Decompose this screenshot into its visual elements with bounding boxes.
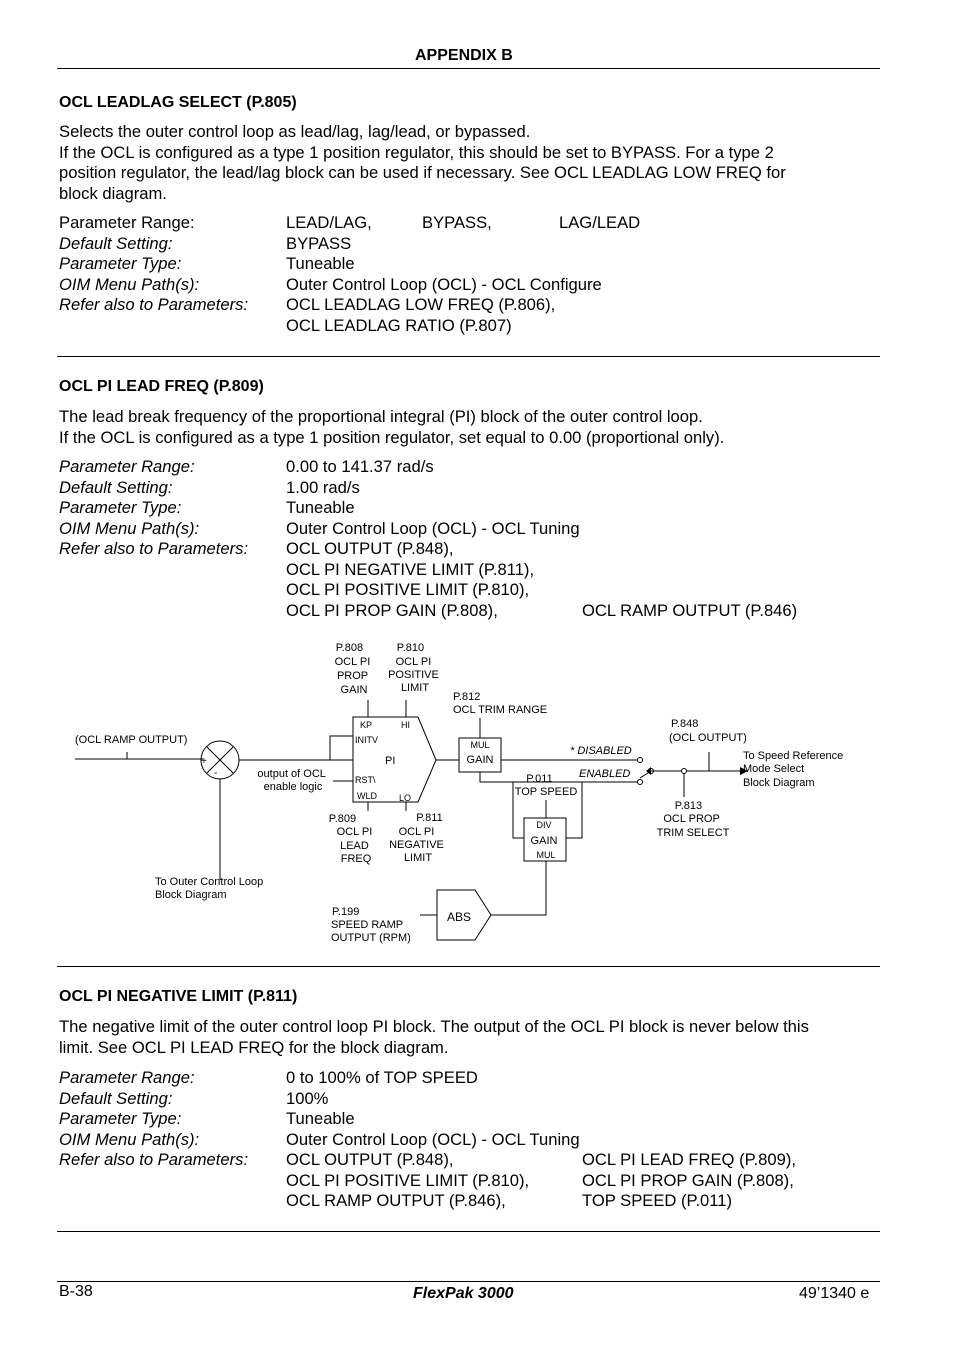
ocl-pi-block-diagram <box>0 630 954 950</box>
refer-value: OCL PI POSITIVE LIMIT (P.810), <box>286 580 530 599</box>
svg-text:P.810 OCL PI POSITIVE <box>388 642 442 694</box>
enable-logic-label: output of OCL <box>257 768 326 780</box>
mul-label: MUL <box>470 740 490 750</box>
default-label: Default Setting: <box>59 477 173 497</box>
speed-ref-label: To Speed Reference <box>743 750 844 762</box>
menu-value: Outer Control Loop (OCL) - OCL Tuning <box>286 518 580 538</box>
enabled-label: ENABLED <box>579 768 631 780</box>
pi-rst-label: RST\ <box>355 775 376 785</box>
svg-text:P.813 OCL PROP TRIM SE <box>657 800 730 839</box>
description-line: position regulator, the lead/lag block can be used if necessary. See OCL LEADLAG LOW FREQ for <box>59 163 786 182</box>
p011-label: TOP SPEED <box>514 786 578 798</box>
type-label: Parameter Type: <box>59 254 182 273</box>
section-rule <box>57 966 880 967</box>
p808-label: PROP <box>336 670 368 682</box>
section-description-p805 <box>59 122 879 204</box>
p811-label: P.811 <box>416 812 443 824</box>
plus-sign: + <box>201 756 207 767</box>
default-value: 1.00 rad/s <box>286 477 360 497</box>
document-number: 49’1340 e <box>799 1285 870 1302</box>
p199-label: OUTPUT (RPM) <box>331 932 411 944</box>
page-header: APPENDIX B <box>415 47 513 64</box>
svg-text:To Speed Reference Mode Se <box>743 750 846 789</box>
p809-label: FREQ <box>340 853 372 865</box>
default-value: 100% <box>286 1088 329 1108</box>
footer-rule <box>57 1281 880 1282</box>
type-label: Parameter Type: <box>59 1109 182 1128</box>
range-label: Parameter Range: <box>59 1068 195 1087</box>
description-line: The lead break frequency of the proportional integral (PI) block of the outer control loop. <box>59 407 703 426</box>
p810-label: POSITIVE <box>388 669 439 681</box>
p811-label: LIMIT <box>403 852 433 864</box>
menu-label: OIM Menu Path(s): <box>59 518 200 538</box>
refer-value: OCL RAMP OUTPUT (P.846) <box>582 600 798 620</box>
section-title-p805: OCL LEADLAG SELECT (P.805) <box>59 94 297 111</box>
default-label: Default Setting: <box>59 1088 173 1108</box>
p810-label: LIMIT <box>400 682 430 694</box>
p199-label: P.199 <box>332 906 360 918</box>
svg-text:P.199 SPEED RAMP OUTPU <box>331 906 411 944</box>
gain2-label: GAIN <box>530 835 558 847</box>
p810-label: P.810 <box>396 642 425 654</box>
type-value: Tuneable <box>286 254 355 273</box>
section-rule <box>57 1231 880 1232</box>
description-line: The negative limit of the outer control loop PI block. The output of the OCL PI block is never below this <box>59 1017 809 1036</box>
p813-label: OCL PROP <box>663 813 720 825</box>
pi-label: PI <box>385 755 396 767</box>
outer-loop-label: To Outer Control Loop <box>155 876 264 888</box>
enable-logic-label: enable logic <box>263 781 323 793</box>
refer-value: OCL LEADLAG RATIO (P.807) <box>286 315 512 335</box>
p810-label: OCL PI <box>395 656 432 668</box>
abs-feedback-line <box>491 861 546 915</box>
section-description-p809 <box>59 407 879 448</box>
p811-label: OCL PI <box>398 826 435 838</box>
p809-label: P.809 <box>328 813 357 825</box>
range-value: LAG/LEAD <box>559 213 641 232</box>
p848-label: P.848 <box>671 718 699 730</box>
default-label: Default Setting: <box>59 233 173 253</box>
svg-text:output of OCL enable logic <box>257 768 328 793</box>
div-label: DIV <box>536 820 552 830</box>
type-value: Tuneable <box>286 1109 355 1128</box>
svg-text:P.811 OCL PI NEGATIVE <box>389 812 447 864</box>
range-value: BYPASS, <box>422 213 492 232</box>
refer-value: OCL PI LEAD FREQ (P.809), <box>582 1150 796 1169</box>
refer-value: OCL OUTPUT (P.848), <box>286 539 454 558</box>
section-title-p811: OCL PI NEGATIVE LIMIT (P.811) <box>59 988 298 1005</box>
pi-wld-label: WLD <box>357 791 377 801</box>
p808-label: GAIN <box>340 684 368 696</box>
menu-label: OIM Menu Path(s): <box>59 274 200 294</box>
minus-sign: - <box>214 768 218 779</box>
range-value: 0.00 to 141.37 rad/s <box>286 457 434 476</box>
range-value: 0 to 100% of TOP SPEED <box>286 1068 478 1087</box>
ocl-ramp-output-label: (OCL RAMP OUTPUT) <box>75 734 188 746</box>
abs-label: ABS <box>447 910 472 924</box>
section-rule <box>57 356 880 357</box>
section-description-p811 <box>59 1017 879 1058</box>
p808-label: OCL PI <box>334 656 371 668</box>
outer-loop-label: Block Diagram <box>155 889 227 901</box>
svg-text:To Outer Control Loop Bloc <box>155 876 266 901</box>
refer-value: OCL PI PROP GAIN (P.808), <box>582 1170 794 1190</box>
refer-value: OCL OUTPUT (P.848), <box>286 1150 454 1169</box>
description-line: If the OCL is configured as a type 1 position regulator, set equal to 0.00 (proportional only). <box>59 427 725 447</box>
p811-label: NEGATIVE <box>389 839 444 851</box>
refer-value: OCL LEADLAG LOW FREQ (P.806), <box>286 295 556 314</box>
p812-label: OCL TRIM RANGE <box>453 704 548 716</box>
section-title-p809: OCL PI LEAD FREQ (P.809) <box>59 378 264 395</box>
p809-label: OCL PI <box>336 826 373 838</box>
menu-value: Outer Control Loop (OCL) - OCL Tuning <box>286 1129 580 1149</box>
disabled-label: * DISABLED <box>570 745 632 757</box>
range-value: LEAD/LAG, <box>286 213 372 232</box>
pi-initv-label: INITV <box>355 735 379 745</box>
pi-lo-label: LO <box>399 793 412 803</box>
pi-hi-label: HI <box>401 720 410 730</box>
menu-value: Outer Control Loop (OCL) - OCL Configure <box>286 274 602 294</box>
refer-value: OCL RAMP OUTPUT (P.846), <box>286 1191 506 1210</box>
description-line: limit. See OCL PI LEAD FREQ for the block diagram. <box>59 1037 449 1057</box>
gain-label: GAIN <box>466 754 494 766</box>
refer-label: Refer also to Parameters: <box>59 1150 249 1169</box>
type-value: Tuneable <box>286 498 355 517</box>
page-number: B-38 <box>59 1283 93 1300</box>
svg-text:P.848 (OCL OUTPUT) <box>669 718 747 744</box>
p813-label: TRIM SELECT <box>656 827 730 839</box>
refer-value: OCL PI PROP GAIN (P.808), <box>286 600 498 620</box>
refer-label: Refer also to Parameters: <box>59 539 249 558</box>
type-label: Parameter Type: <box>59 498 182 517</box>
svg-text:P.011 TOP SPEED <box>515 773 578 798</box>
p199-label: SPEED RAMP <box>331 919 403 931</box>
svg-text:P.809 OCL PI LEAD <box>329 813 376 865</box>
speed-ref-label: Mode Select <box>743 763 805 775</box>
product-name: FlexPak 3000 <box>413 1285 514 1302</box>
description-line: block diagram. <box>59 183 167 203</box>
p813-label: P.813 <box>674 800 703 812</box>
description-line: If the OCL is configured as a type 1 position regulator, this should be set to BYPASS. For a type 2 <box>59 142 774 162</box>
range-label: Parameter Range: <box>59 457 195 476</box>
menu-label: OIM Menu Path(s): <box>59 1129 200 1149</box>
p011-label: P.011 <box>526 773 553 785</box>
p808-label: P.808 <box>335 642 364 654</box>
mul2-label: MUL <box>536 850 556 860</box>
p848-label: (OCL OUTPUT) <box>669 732 747 744</box>
default-value: BYPASS <box>286 233 352 253</box>
range-label: Parameter Range: <box>59 213 195 232</box>
p809-label: LEAD <box>340 840 369 852</box>
refer-value: OCL PI POSITIVE LIMIT (P.810), <box>286 1170 530 1190</box>
svg-text:P.808 OCL PI PROP <box>335 642 374 696</box>
refer-value: TOP SPEED (P.011) <box>582 1191 733 1210</box>
speed-ref-label: Block Diagram <box>743 777 815 789</box>
refer-value: OCL PI NEGATIVE LIMIT (P.811), <box>286 559 535 579</box>
refer-label: Refer also to Parameters: <box>59 295 249 314</box>
description-line: Selects the outer control loop as lead/lag, lag/lead, or bypassed. <box>59 122 531 141</box>
pi-kp-label: KP <box>360 720 373 730</box>
svg-text:P.812 OCL TRIM RANGE <box>453 691 547 716</box>
p812-label: P.812 <box>453 691 481 703</box>
header-rule <box>57 68 880 69</box>
